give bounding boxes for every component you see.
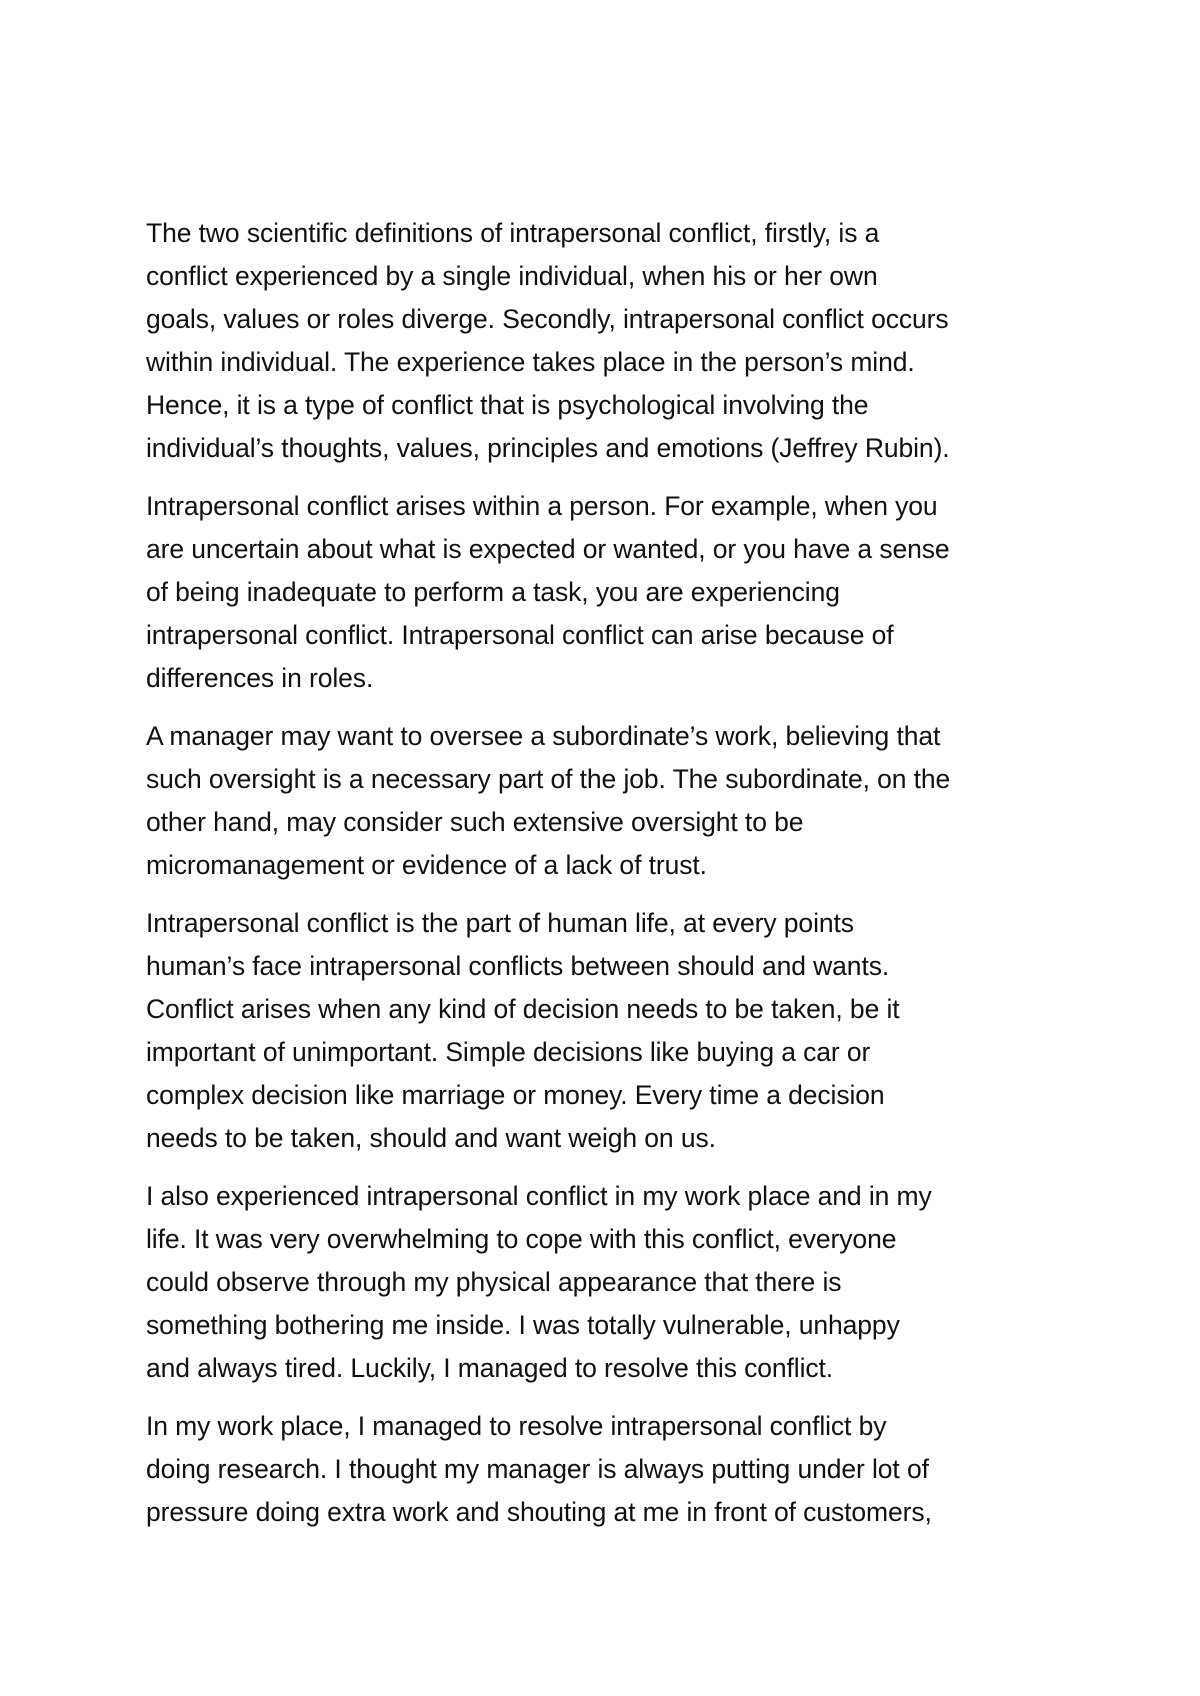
paragraph-line: goals, values or roles diverge. Secondly, intrapersonal conflict occurs: [146, 304, 949, 334]
paragraph-line: life. It was very overwhelming to cope with this conflict, everyone: [146, 1224, 897, 1254]
paragraph-line: Hence, it is a type of conflict that is psychological involving the: [146, 390, 869, 420]
paragraph-line: Intrapersonal conflict arises within a person. For example, when you: [146, 491, 938, 521]
paragraph-line: The two scientific definitions of intrapersonal conflict, firstly, is a: [146, 218, 880, 248]
paragraph-line: differences in roles.: [146, 663, 374, 693]
paragraph-line: pressure doing extra work and shouting at me in front of customers,: [146, 1497, 932, 1527]
paragraph-line: doing research. I thought my manager is always putting under lot of: [146, 1454, 929, 1484]
paragraph-line: I also experienced intrapersonal conflict in my work place and in my: [146, 1181, 932, 1211]
paragraph-line: complex decision like marriage or money. Every time a decision: [146, 1080, 885, 1110]
paragraph-line: within individual. The experience takes place in the person’s mind.: [146, 347, 915, 377]
paragraph-line: Intrapersonal conflict is the part of human life, at every points: [146, 908, 854, 938]
paragraph-6: [146, 1405, 1076, 1534]
paragraph-line: of being inadequate to perform a task, you are experiencing: [146, 577, 840, 607]
paragraph-line: In my work place, I managed to resolve intrapersonal conflict by: [146, 1411, 887, 1441]
paragraph-line: A manager may want to oversee a subordinate’s work, believing that: [146, 721, 941, 751]
paragraph-line: needs to be taken, should and want weigh on us.: [146, 1123, 716, 1153]
paragraph-line: are uncertain about what is expected or wanted, or you have a sense: [146, 534, 950, 564]
paragraph-line: conflict experienced by a single individual, when his or her own: [146, 261, 878, 291]
paragraph-2: [146, 485, 1076, 700]
paragraph-3: [146, 715, 1076, 887]
document-body: [146, 212, 1076, 1549]
paragraph-4: [146, 902, 1076, 1160]
paragraph-line: something bothering me inside. I was totally vulnerable, unhappy: [146, 1310, 900, 1340]
paragraph-line: human’s face intrapersonal conflicts between should and wants.: [146, 951, 890, 981]
paragraph-line: individual’s thoughts, values, principles and emotions (Jeffrey Rubin).: [146, 433, 950, 463]
paragraph-line: Conflict arises when any kind of decision needs to be taken, be it: [146, 994, 900, 1024]
paragraph-line: intrapersonal conflict. Intrapersonal conflict can arise because of: [146, 620, 894, 650]
paragraph-line: such oversight is a necessary part of the job. The subordinate, on the: [146, 764, 951, 794]
paragraph-5: [146, 1175, 1076, 1390]
paragraph-line: could observe through my physical appearance that there is: [146, 1267, 842, 1297]
paragraph-1: [146, 212, 1076, 470]
paragraph-line: micromanagement or evidence of a lack of trust.: [146, 850, 707, 880]
paragraph-line: important of unimportant. Simple decisions like buying a car or: [146, 1037, 871, 1067]
paragraph-line: and always tired. Luckily, I managed to resolve this conflict.: [146, 1353, 834, 1383]
paragraph-line: other hand, may consider such extensive oversight to be: [146, 807, 804, 837]
